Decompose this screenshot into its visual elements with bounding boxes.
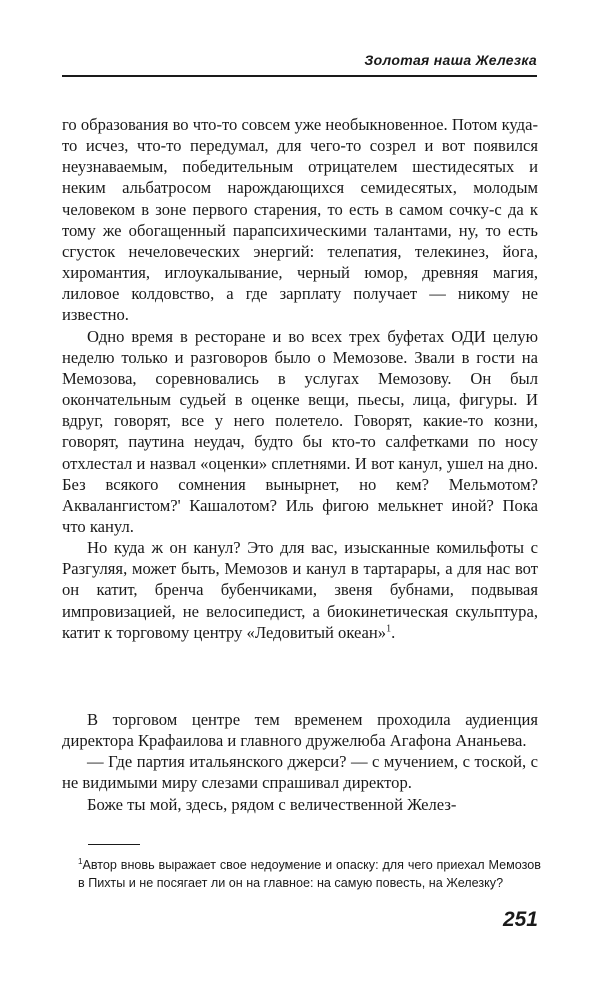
header-rule [62,75,537,77]
footnote-text: Автор вновь выражает свое недоумение и опаску: для чего приехал Мемозов в Пихты и не посягает ли он на главное: на самую повесть, на Железку? [78,858,541,890]
paragraph-bozhe: Боже ты мой, здесь, рядом с величественной Желез- [87,794,457,814]
paragraph-kanul-text: Но куда ж он канул? Это для вас, изысканные комильфоты с Разгуляя, может быть, Мемозов и канул в тартарары, а для нас вот он катит, бренча бубенчиками, звеня бубнами, подвывая импровизацией, не велосипедист, а биокинетическая скульптура, катит к торговому центру «Ледовитый океан» [62,538,538,642]
page-number: 251 [502,908,538,931]
paragraph-continued: го образования во что-то совсем уже необыкновенное. Потом куда-то исчез, что-то передумал, для чего-то созрел и вот появился неузнаваемым, победительным отрицателем шестидесятых и неким альбатросом нарождающихся семидесятых, молодым человеком в зоне первого старения, то есть в самом сочку-с да к тому же обогащенный парапсихическими талантами, ну, то есть сгусток нечеловеческих энергий: телепатия, телекинез, йога, хиромантия, иглоукалывание, черный юмор, древняя магия, лиловое колдовство, а где зарплату получает — никому не известно. [62,115,538,325]
main-text-block [62,114,538,643]
paragraph-kanul [62,537,538,643]
paragraph-dialogue: — Где партия итальянского джерси? — с мучением, с тоской, с не видимыми миру слезами спрашивал директор. [62,752,538,793]
paragraph-audience: В торговом центре тем временем проходила аудиенция директора Крафаилова и главного дружелюба Агафона Ананьева. [62,710,538,751]
paragraph-odi: Одно время в ресторане и во всех трех буфетах ОДИ целую неделю только и разговоров было о Мемозове. Звали в гости на Мемозова, соревновались в услугах Мемозову. Он был окончательным судьей в оценке вещи, пьесы, лица, фигуры. И вдруг, говорят, все у него полетело. Говорят, какие-то козни, говорят, паутина неудач, будто бы кто-то салфетками по носу отхлестал и назвал «оценки» сплетнями. И вот канул, ушел на дно. Без всякого сомнения вынырнет, но кем? Мельмотом? Аквалангистом?' Кашалотом? Иль фигою мелькнет иной? Пока что канул. [62,326,538,536]
footnote [78,857,541,892]
second-text-block [62,709,538,815]
footnote-reference: 1 [386,623,392,635]
paragraph-kanul-end: . [391,622,396,642]
footnote-rule [88,844,140,845]
footnote-number: 1 [78,856,83,866]
running-header-title: Золотая наша Железка [364,52,537,68]
